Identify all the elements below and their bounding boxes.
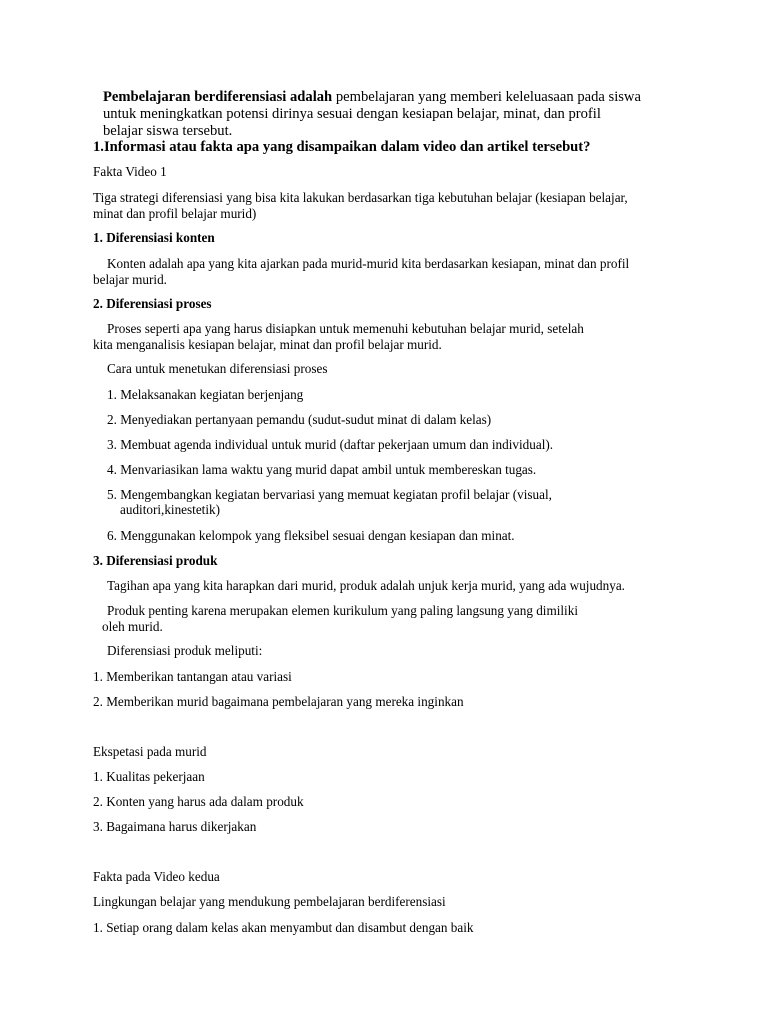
question-heading: 1.Informasi atau fakta apa yang disampaikan dalam video dan artikel tersebut? [93, 139, 591, 155]
list-item: 6. Menggunakan kelompok yang fleksibel sesuai dengan kesiapan dan minat. [107, 528, 515, 543]
video1-desc-line-2: minat dan profil belajar murid) [93, 206, 257, 221]
list-item: 1. Melaksanakan kegiatan berjenjang [107, 387, 304, 402]
list-item: 1. Memberikan tantangan atau variasi [93, 669, 292, 684]
list-item: 2. Memberikan murid bagaimana pembelajaran yang mereka inginkan [93, 694, 464, 709]
konten-heading: 1. Diferensiasi konten [93, 230, 215, 245]
list-item: 1. Setiap orang dalam kelas akan menyambut dan disambut dengan baik [93, 920, 474, 935]
proses-heading: 2. Diferensiasi proses [93, 296, 212, 311]
list-item-continuation: auditori,kinestetik) [120, 502, 220, 517]
produk-line-2b: oleh murid. [102, 619, 163, 634]
intro-line-1 [103, 89, 641, 106]
list-item: 3. Membuat agenda individual untuk murid (daftar pekerjaan umum dan individual). [107, 437, 554, 452]
produk-line-2a: Produk penting karena merupakan elemen kurikulum yang paling langsung yang dimiliki [107, 603, 578, 618]
list-item: 4. Menvariasikan lama waktu yang murid dapat ambil untuk membereskan tugas. [107, 462, 537, 477]
proses-cara: Cara untuk menetukan diferensiasi proses [107, 361, 328, 376]
video1-desc-line-1: Tiga strategi diferensiasi yang bisa kita lakukan berdasarkan tiga kebutuhan belajar (kesiapan belajar, [93, 190, 628, 205]
intro-line-1-rest: pembelajaran yang memberi keleluasaan pada siswa [332, 89, 641, 105]
proses-line-1: Proses seperti apa yang harus disiapkan untuk memenuhi kebutuhan belajar murid, setelah [107, 321, 584, 336]
list-item: 2. Menyediakan pertanyaan pemandu (sudut-sudut minat di dalam kelas) [107, 412, 492, 427]
produk-meliputi: Diferensiasi produk meliputi: [107, 643, 263, 658]
konten-line-1: Konten adalah apa yang kita ajarkan pada murid-murid kita berdasarkan kesiapan, minat dan profil [107, 256, 630, 271]
video1-title: Fakta Video 1 [93, 164, 167, 179]
konten-line-2: belajar murid. [93, 272, 167, 287]
list-item: 2. Konten yang harus ada dalam produk [93, 794, 304, 809]
produk-heading: 3. Diferensiasi produk [93, 553, 218, 568]
produk-line-1: Tagihan apa yang kita harapkan dari murid, produk adalah unjuk kerja murid, yang ada wujudnya. [107, 578, 625, 593]
intro-bold-term: Pembelajaran berdiferensiasi adalah [103, 89, 333, 105]
intro-line-3: belajar siswa tersebut. [103, 123, 233, 139]
list-item: 1. Kualitas pekerjaan [93, 769, 205, 784]
video2-title: Fakta pada Video kedua [93, 869, 220, 884]
video2-desc: Lingkungan belajar yang mendukung pembelajaran berdiferensiasi [93, 894, 446, 909]
proses-line-2: kita menganalisis kesiapan belajar, minat dan profil belajar murid. [93, 337, 442, 352]
intro-line-2: untuk meningkatkan potensi dirinya sesuai dengan kesiapan belajar, minat, dan profil [103, 106, 601, 122]
list-item: 3. Bagaimana harus dikerjakan [93, 819, 257, 834]
ekspetasi-title: Ekspetasi pada murid [93, 744, 207, 759]
list-item: 5. Mengembangkan kegiatan bervariasi yang memuat kegiatan profil belajar (visual, [107, 487, 552, 502]
